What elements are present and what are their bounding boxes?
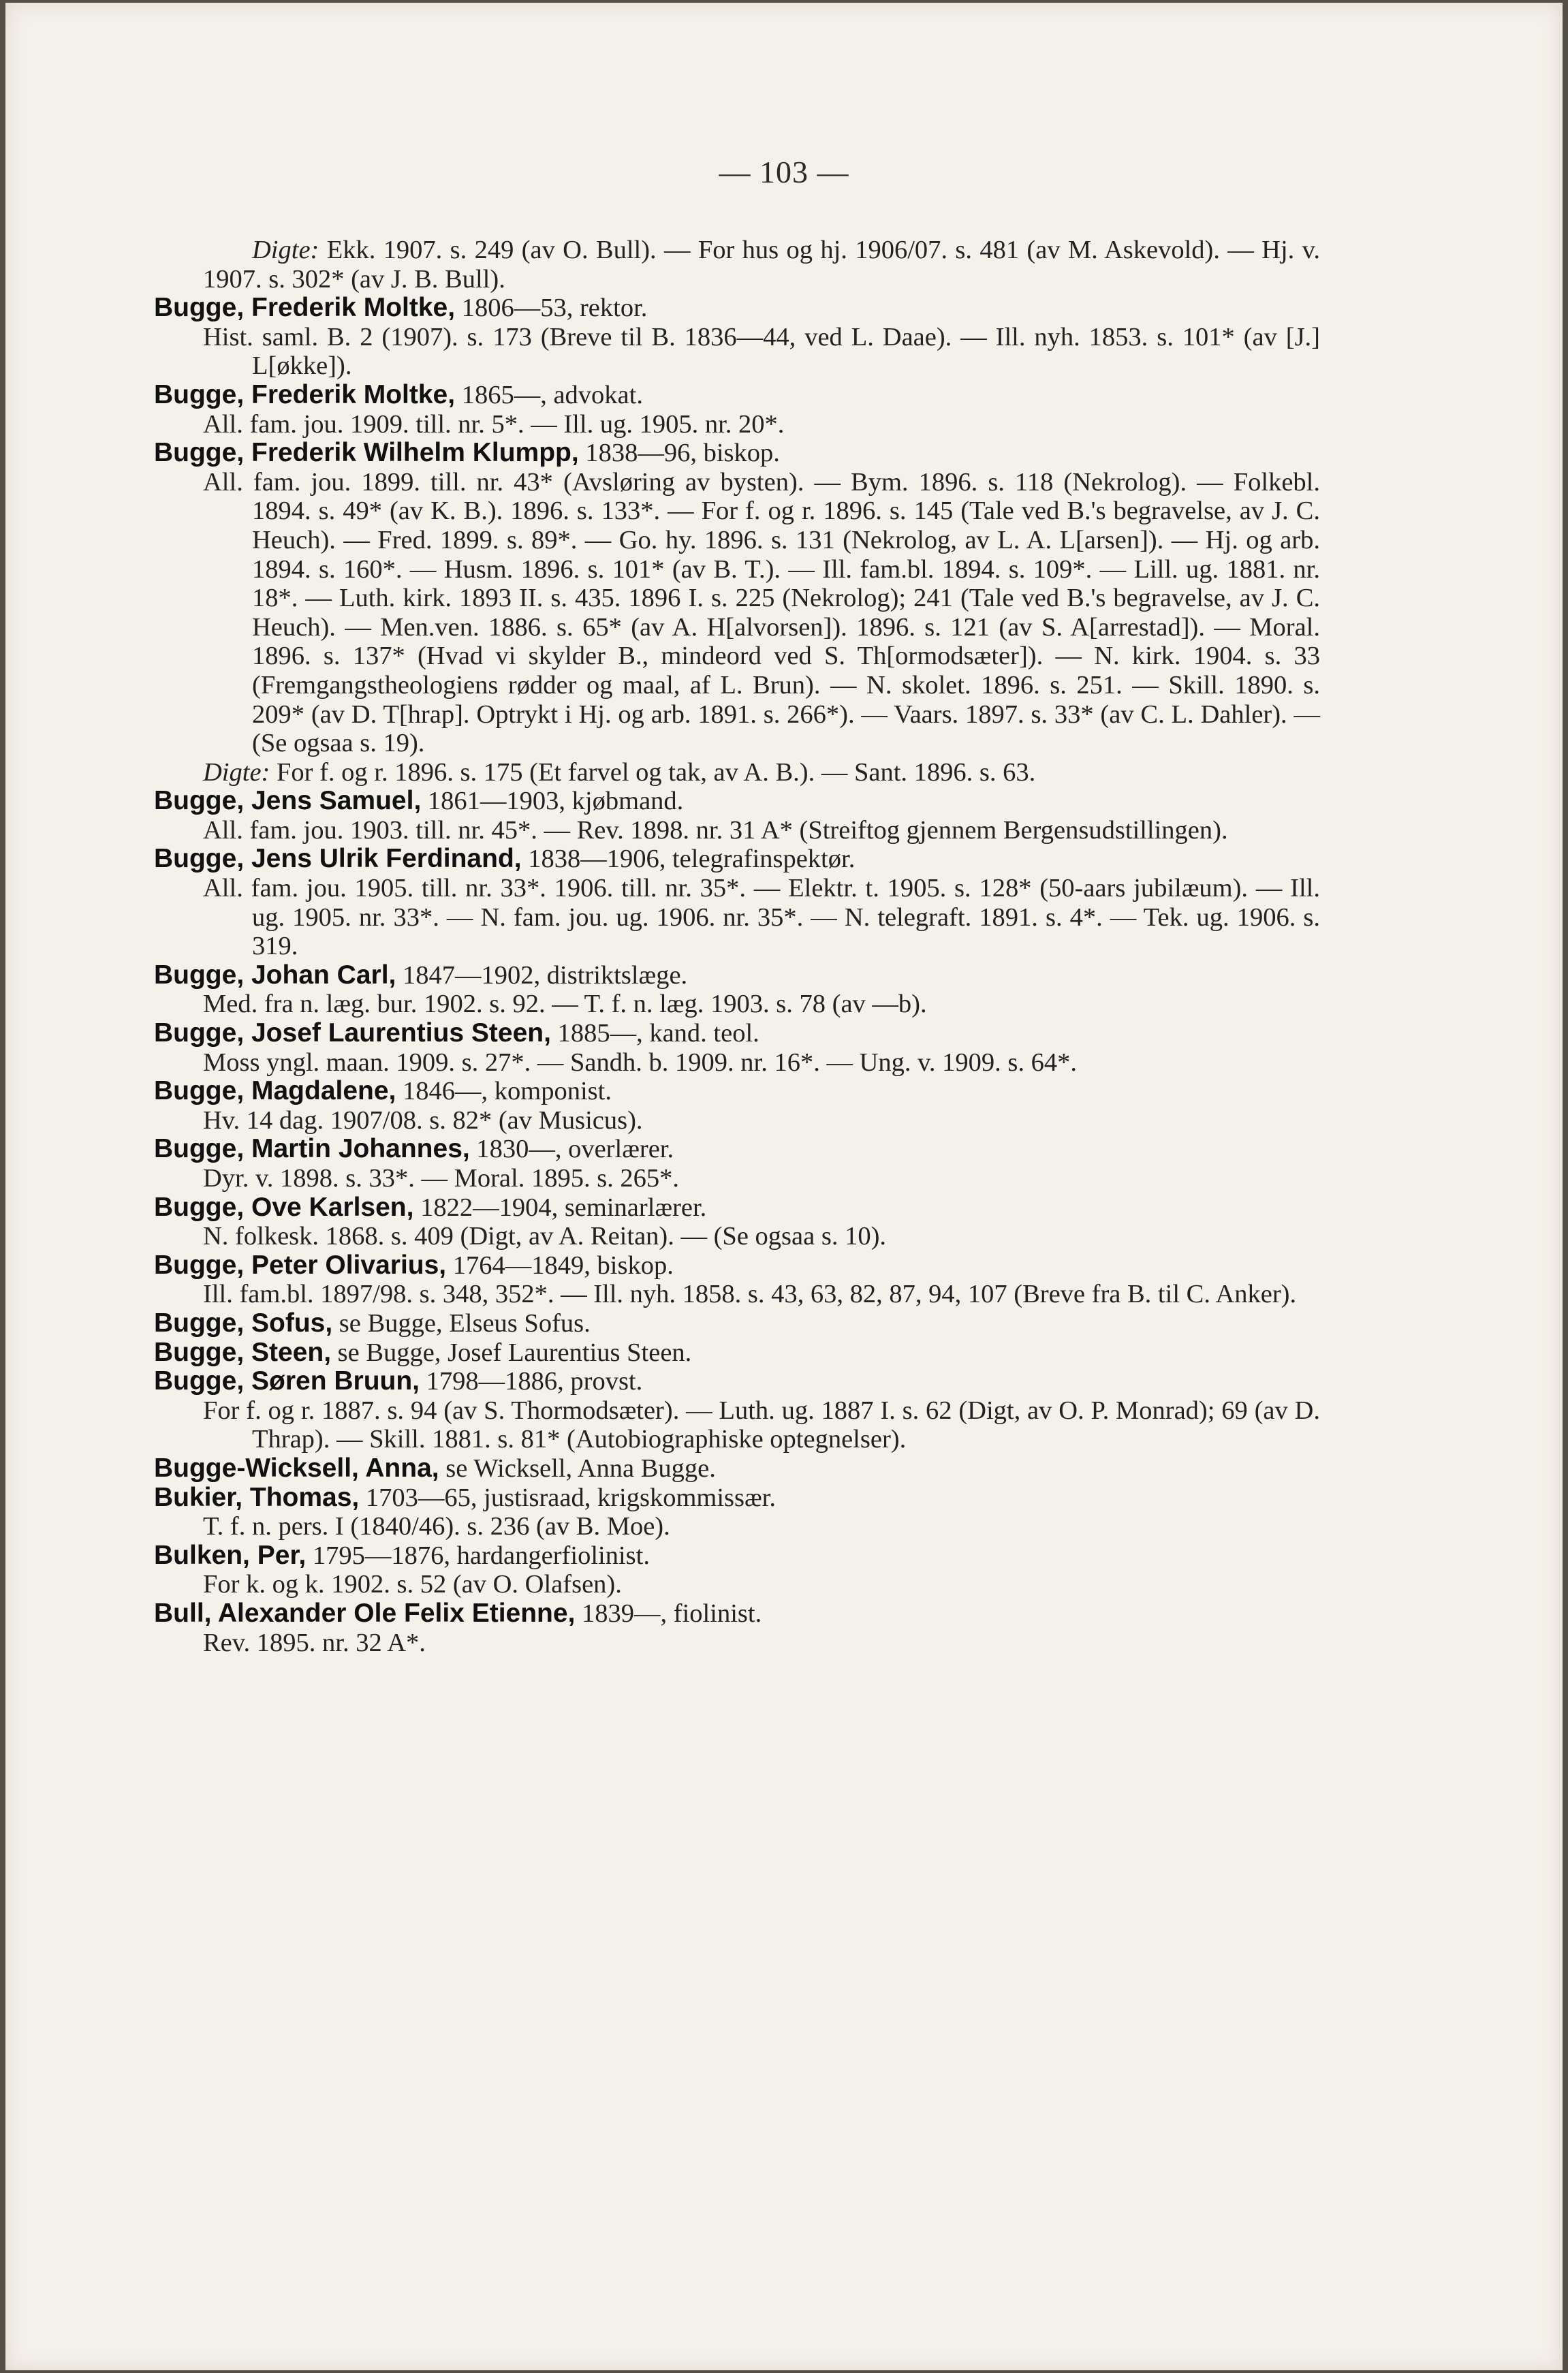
entry-dates-occupation: 1861—1903, kjøbmand.	[421, 787, 684, 816]
entry-name: Bugge, Frederik Moltke,	[154, 293, 456, 323]
entry-references	[154, 1629, 1320, 1658]
entry-references	[154, 1106, 1320, 1135]
entry-references	[154, 236, 1320, 294]
entry-references	[154, 1222, 1320, 1251]
entry-dates-occupation: 1795—1876, hardangerfiolinist.	[306, 1541, 650, 1570]
entry-references	[154, 1048, 1320, 1078]
entry-dates-occupation: 1846—, komponist.	[396, 1077, 612, 1106]
references-text: Dyr. v. 1898. s. 33*. — Moral. 1895. s. 265*.	[203, 1164, 680, 1193]
entry-references	[154, 410, 1320, 439]
entry-dates-occupation: 1838—1906, telegrafinspektør.	[521, 845, 856, 874]
entry-heading	[154, 1599, 1320, 1629]
references-text: T. f. n. pers. I (1840/46). s. 236 (av B. Moe).	[203, 1512, 670, 1541]
entry-name: Bugge, Sofus,	[154, 1308, 333, 1338]
entry-name: Bugge, Frederik Wilhelm Klumpp,	[154, 438, 579, 468]
entry-references	[154, 874, 1320, 961]
references-label: Digte:	[203, 757, 270, 787]
references-text: Hist. saml. B. 2 (1907). s. 173 (Breve til B. 1836—44, ved L. Daae). — Ill. nyh. 1853. s. 101* (av [J.] L[økke]).	[203, 322, 1320, 381]
entry-name: Bugge, Jens Ulrik Ferdinand,	[154, 844, 522, 874]
entry-heading	[154, 787, 1320, 816]
entry-name: Bugge, Peter Olivarius,	[154, 1250, 447, 1280]
entry-dates-occupation: se Wicksell, Anna Bugge.	[439, 1453, 716, 1483]
entry-heading	[154, 1541, 1320, 1571]
entry-references	[154, 990, 1320, 1019]
references-text: All. fam. jou. 1905. till. nr. 33*. 1906. till. nr. 35*. — Elektr. t. 1905. s. 128* (50-aars jubilæum). — Ill. ug. 1905. nr. 33*. — N. fam. jou. ug. 1906. nr. 35*. — N. telegraft. 1891. s. 4*. — Tek. ug. 1906. s. 319.	[203, 874, 1320, 961]
entry-name: Bugge, Søren Bruun,	[154, 1366, 420, 1396]
references-text: Med. fra n. læg. bur. 1902. s. 92. — T. f. n. læg. 1903. s. 78 (av —b).	[203, 990, 927, 1019]
entry-name: Bugge, Ove Karlsen,	[154, 1192, 414, 1222]
entry-heading	[154, 439, 1320, 468]
entry-heading	[154, 1077, 1320, 1106]
page-number: — 103 —	[719, 155, 849, 189]
entry-references	[154, 758, 1320, 787]
entry-references	[154, 323, 1320, 381]
entry-heading	[154, 1135, 1320, 1164]
entry-heading	[154, 1454, 1320, 1483]
entry-name: Bull, Alexander Ole Felix Etienne,	[154, 1598, 576, 1628]
references-text: For f. og r. 1896. s. 175 (Et farvel og tak, av A. B.). — Sant. 1896. s. 63.	[270, 757, 1036, 787]
references-text: All. fam. jou. 1903. till. nr. 45*. — Rev. 1898. nr. 31 A* (Streiftog gjennem Bergensudstillingen).	[203, 815, 1228, 845]
entry-heading	[154, 1251, 1320, 1280]
references-text: Rev. 1895. nr. 32 A*.	[203, 1628, 426, 1657]
references-text: For f. og r. 1887. s. 94 (av S. Thormodsæter). — Luth. ug. 1887 I. s. 62 (Digt, av O. P. Monrad); 69 (av D. Thrap). — Skill. 1881. s. 81* (Autobiographiske optegnelser).	[203, 1396, 1320, 1454]
entry-references	[154, 1396, 1320, 1454]
entry-references	[154, 1570, 1320, 1599]
entry-dates-occupation: 1806—53, rektor.	[455, 294, 648, 323]
references-text: Ekk. 1907. s. 249 (av O. Bull). — For hus og hj. 1906/07. s. 481 (av M. Askevold). — Hj. v. 1907. s. 302* (av J. B. Bull).	[203, 236, 1320, 294]
entry-name: Bugge, Magdalene,	[154, 1076, 396, 1106]
references-text: Ill. fam.bl. 1897/98. s. 348, 352*. — Ill. nyh. 1858. s. 43, 63, 82, 87, 94, 107 (Breve fra B. til C. Anker).	[203, 1280, 1297, 1309]
book-page	[5, 3, 1563, 2370]
entry-heading	[154, 1019, 1320, 1048]
entry-dates-occupation: 1847—1902, distriktslæge.	[396, 960, 688, 990]
references-text: Hv. 14 dag. 1907/08. s. 82* (av Musicus).	[203, 1105, 643, 1135]
entry-heading	[154, 1367, 1320, 1396]
entry-dates-occupation: se Bugge, Elseus Sofus.	[332, 1308, 591, 1338]
entry-references	[154, 1280, 1320, 1309]
entry-references	[154, 1164, 1320, 1193]
entry-dates-occupation: 1764—1849, biskop.	[446, 1251, 674, 1280]
entry-dates-occupation: 1838—96, biskop.	[578, 439, 780, 468]
references-text: Moss yngl. maan. 1909. s. 27*. — Sandh. b. 1909. nr. 16*. — Ung. v. 1909. s. 64*.	[203, 1048, 1077, 1077]
entry-references	[154, 816, 1320, 845]
entry-references	[154, 468, 1320, 758]
entry-heading	[154, 1193, 1320, 1223]
index-entries	[154, 236, 1320, 1657]
entry-name: Bugge, Jens Samuel,	[154, 786, 422, 816]
entry-name: Bugge-Wicksell, Anna,	[154, 1453, 439, 1483]
references-label: Digte:	[252, 236, 319, 264]
references-text: All. fam. jou. 1899. till. nr. 43* (Avsløring av bysten). — Bym. 1896. s. 118 (Nekrolog). — Folkebl. 1894. s. 49* (av K. B.). 1896. s. 133*. — For f. og r. 1896. s. 145 (Tale ved B.'s begravelse, av J. C. Heuch). — Fred. 1899. s. 89*. — Go. hy. 1896. s. 131 (Nekrolog, av L. A. L[arsen]). — Hj. og arb. 1894. s. 160*. — Husm. 1896. s. 101* (av B. T.). — Ill. fam.bl. 1894. s. 109*. — Lill. ug. 1881. nr. 18*. — Luth. kirk. 1893 II. s. 435. 1896 I. s. 225 (Nekrolog); 241 (Tale ved B.'s begravelse, av J. C. Heuch). — Men.ven. 1886. s. 65* (av A. H[alvorsen]). 1896. s. 121 (av S. A[arrestad]). — Moral. 1896. s. 137* (Hvad vi skylder B., mindeord ved S. Th[ormodsæter]). — N. kirk. 1904. s. 33 (Fremgangstheologiens rødder og maal, af L. Brun). — N. skolet. 1896. s. 251. — Skill. 1890. s. 209* (av D. T[hrap]. Optrykt i Hj. og arb. 1891. s. 266*). — Vaars. 1897. s. 33* (av C. L. Dahler). — (Se ogsaa s. 19).	[203, 467, 1320, 758]
entry-name: Bugge, Frederik Moltke,	[154, 379, 456, 409]
entry-dates-occupation: 1865—, advokat.	[455, 380, 643, 409]
entry-name: Bugge, Martin Johannes,	[154, 1134, 470, 1164]
entry-dates-occupation: 1703—65, justisraad, krigskommissær.	[359, 1483, 776, 1512]
entry-heading	[154, 961, 1320, 990]
entry-dates-occupation: 1839—, fiolinist.	[575, 1599, 762, 1628]
entry-dates-occupation: 1798—1886, provst.	[420, 1367, 643, 1396]
references-text: N. folkesk. 1868. s. 409 (Digt, av A. Reitan). — (Se ogsaa s. 10).	[203, 1222, 887, 1251]
entry-heading	[154, 1309, 1320, 1338]
entry-name: Bukier, Thomas,	[154, 1482, 360, 1512]
entry-name: Bugge, Johan Carl,	[154, 960, 396, 990]
entry-heading	[154, 1338, 1320, 1368]
entry-name: Bulken, Per,	[154, 1540, 307, 1570]
entry-dates-occupation: 1885—, kand. teol.	[550, 1019, 759, 1048]
references-text: For k. og k. 1902. s. 52 (av O. Olafsen).	[203, 1570, 622, 1599]
entry-name: Bugge, Steen,	[154, 1337, 332, 1367]
entry-name: Bugge, Josef Laurentius Steen,	[154, 1018, 551, 1048]
entry-heading	[154, 294, 1320, 323]
entry-dates-occupation: 1830—, overlærer.	[469, 1135, 674, 1164]
entry-dates-occupation: 1822—1904, seminarlærer.	[413, 1193, 707, 1222]
entry-heading	[154, 845, 1320, 874]
references-text: All. fam. jou. 1909. till. nr. 5*. — Ill. ug. 1905. nr. 20*.	[203, 409, 785, 439]
entry-heading	[154, 1483, 1320, 1513]
entry-dates-occupation: se Bugge, Josef Laurentius Steen.	[331, 1338, 692, 1367]
entry-references	[154, 1512, 1320, 1541]
entry-heading	[154, 381, 1320, 410]
